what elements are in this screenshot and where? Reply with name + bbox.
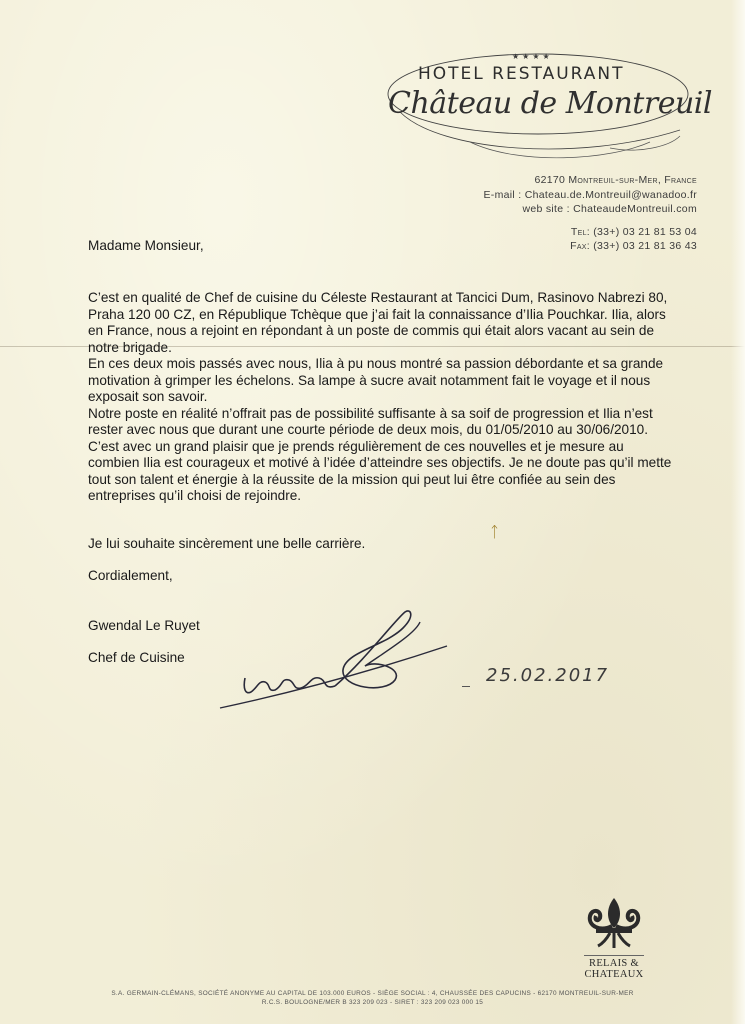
letter-closing: Cordialement, [88, 568, 173, 583]
letter-paragraph: C’est en qualité de Chef de cuisine du Céleste Restaurant at Tancici Dum, Rasinovo Nabrezi 80, Praha 120 00 CZ, en République Tchèque que j’ai fait la connaissance d’Ilia Pouchkar. Ilia, alors en France, nous a rejoint en répondant à un poste de commis qui était alors vacant au sein de notre brigade. [88, 290, 668, 355]
logo-rule [584, 955, 644, 956]
letter-paragraph: C’est avec un grand plaisir que je prends régulièrement de ces nouvelles et je mesure au combien Ilia est courageux et motivé à l’idée d’atteindre ses objectifs. Je ne doute pas qu’il mette tout son talent et énergie à la réussite de la mission qui peut lui être confiée au sein des entreprises qu’il choisi de rejoindre. [88, 438, 672, 503]
fleur-de-lis-icon [584, 896, 644, 950]
hotel-telephone: Tel: (33+) 03 21 81 53 04 [570, 226, 697, 238]
hotel-name: HOTEL RESTAURANT [418, 64, 625, 84]
signatory-name: Gwendal Le Ruyet [88, 618, 200, 633]
hotel-subtitle: Château de Montreuil [388, 86, 712, 121]
date-dash [462, 686, 470, 687]
footer-registration: R.C.S. BOULOGNE/MER B 323 209 023 - SIRET : 323 209 023 000 15 [261, 999, 484, 1006]
handwritten-signature [215, 600, 455, 715]
hotel-fax: Fax: (33+) 03 21 81 36 43 [570, 240, 697, 252]
logo-line-1: RELAIS & [589, 958, 639, 969]
relais-chateaux-logo [578, 896, 650, 980]
ink-mark: ᛏ [490, 524, 500, 541]
letter-salutation: Madame Monsieur, [88, 238, 204, 253]
hotel-website: web site : ChateaudeMontreuil.com [522, 203, 697, 215]
signatory-title: Chef de Cuisine [88, 650, 185, 665]
hotel-stars: ★★★★ [512, 52, 553, 61]
letter-paragraph: En ces deux mois passés avec nous, Ilia à pu nous montré sa passion débordante et sa grande motivation à grimper les échelons. Sa lampe à sucre avait notamment fait le voyage et il nous exposait son savoir. [88, 356, 664, 404]
hotel-email: E-mail : Chateau.de.Montreuil@wanadoo.fr [483, 189, 697, 201]
handwritten-date: 25.02.2017 [486, 665, 610, 686]
letter-wish: Je lui souhaite sincèrement une belle carrière. [88, 536, 366, 551]
hotel-address: 62170 Montreuil-sur-Mer, France [534, 174, 697, 186]
footer-company-info: S.A. GERMAIN-CLÉMANS, SOCIÉTÉ ANONYME AU CAPITAL DE 103.000 EUROS - SIÈGE SOCIAL : 4, CHAUSSÉE DES CAPUCINS - 62170 MONTREUIL-SUR-MER [111, 990, 634, 997]
letter-paragraph: Notre poste en réalité n’offrait pas de possibilité suffisante à sa soif de progression et Ilia n’est rester avec nous que durant une courte période de deux mois, du 01/05/2010 au 30/06/2010. [88, 405, 653, 437]
logo-line-2: CHATEAUX [584, 969, 644, 980]
paper-edge [731, 0, 745, 1024]
letter-body [88, 290, 678, 505]
